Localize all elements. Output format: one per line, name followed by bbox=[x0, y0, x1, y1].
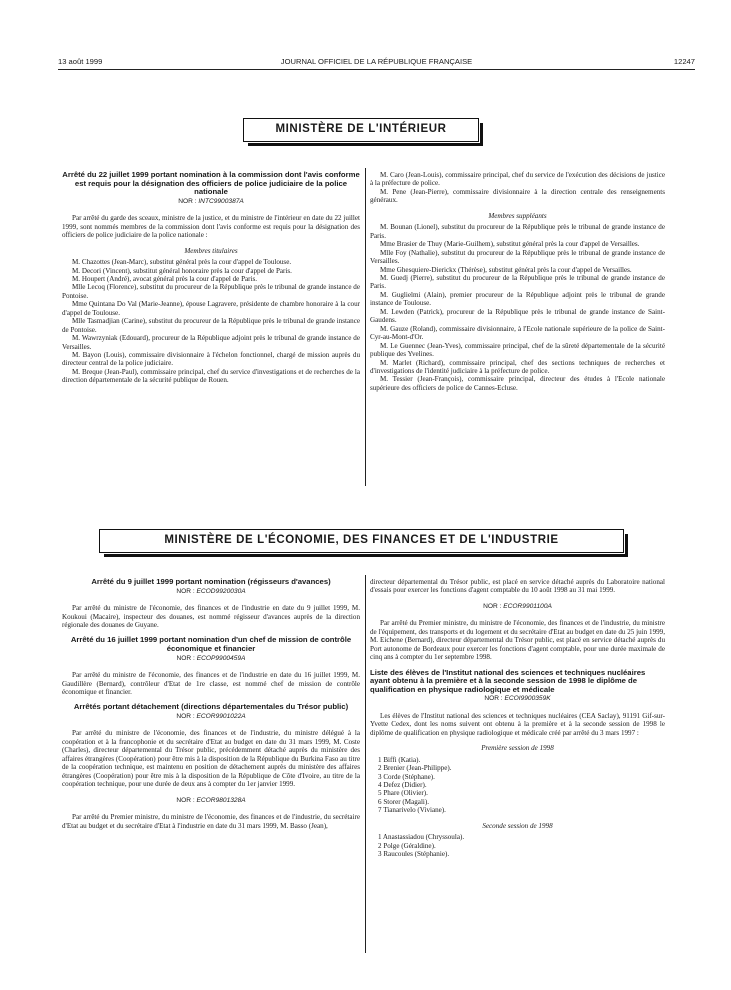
list-item: 7 Tianarivelo (Viviane). bbox=[378, 806, 446, 815]
titulaire-item: M. Chazottes (Jean-Marc), substitut général près la cour d'appel de Toulouse. bbox=[72, 258, 292, 267]
session-label: Première session de 1998 bbox=[481, 744, 554, 753]
titulaire-item: M. Breque (Jean-Paul), commissaire principal, chef du service d'investigations et de recherches de la direction départementale de la sécurité publique de Rouen. bbox=[62, 367, 360, 385]
list-item: 2 Polge (Géraldine). bbox=[378, 841, 436, 850]
arrete-heading: Arrêté du 22 juillet 1999 portant nomination à la commission dont l'avis conforme est requis pour la désignation des officiers de police judiciaire de la police nationale bbox=[62, 170, 360, 197]
header-journal-title: JOURNAL OFFICIEL DE LA RÉPUBLIQUE FRANÇAISE bbox=[280, 57, 473, 66]
suppleant-item: M. Lewden (Patrick), procureur de la République près le tribunal de grande instance de Saint-Gaudens. bbox=[370, 307, 665, 325]
suppleant-item: M. Bounan (Lionel), substitut du procureur de la République près le tribunal de grande instance de Paris. bbox=[370, 223, 665, 240]
nor-reference: NOR : ECOI9900359K bbox=[484, 695, 551, 703]
arrete-heading: Arrêté du 9 juillet 1999 portant nomination (régisseurs d'avances) bbox=[91, 577, 331, 586]
list-item: 3 Corde (Stéphane). bbox=[378, 772, 435, 781]
ministry-heading-interieur bbox=[243, 118, 479, 142]
list-item: 4 Defez (Didier). bbox=[378, 781, 427, 790]
arrete-intro: Par arrêté du garde des sceaux, ministre de la justice, et du ministre de l'intérieur en date du 22 juillet 1999, sont nommés membres de la commission dont l'avis conforme est requis pour la désignation des officiers de police judiciaire de la police nationale : bbox=[62, 214, 360, 240]
arrete-text: Par arrêté du ministre de l'économie, des finances et de l'industrie en date du 9 juillet 1999, M. Koukoui (Macaire), inspecteur des douanes, est nommé régisseur d'avances auprès de la direction régionale des douanes de Guyane. bbox=[62, 604, 360, 629]
arrete-heading: Arrêtés portant détachement (directions départementales du Trésor public) bbox=[73, 702, 349, 712]
arrete-text: Par arrêté du Premier ministre, du ministre de l'économie, des finances et de l'industrie, du secrétaire d'Etat au budget et du secrétaire d'Etat à l'industrie en date du 31 mars 1999, M. Basso (Jean), bbox=[62, 813, 360, 830]
column-divider bbox=[365, 575, 366, 953]
arrete-heading: Arrêté du 16 juillet 1999 portant nomination d'un chef de mission de contrôle économique et financier bbox=[70, 635, 352, 653]
arrete-heading: Liste des élèves de l'Institut national des sciences et techniques nucléaires ayant obtenu à la première et à la seconde session de 1998 le diplôme de qualification en physique radiologique et médicale bbox=[370, 667, 646, 694]
arrete-text: Par arrêté du Premier ministre, du ministre de l'économie, des finances et de l'industrie, du ministre de l'équipement, des transports et du logement et du secrétaire d'Etat au budget en date du 25 juin 1999, M. Eichene (Bernard), directeur départemental du Trésor public, est placé en service détaché auprès du Port autonome de Bordeaux pour exercer les fonctions d'agent comptable, pour une durée maximale de cinq ans à compter du 1er septembre 1998. bbox=[370, 619, 665, 662]
list-item: 1 Biffi (Katia). bbox=[378, 755, 421, 764]
column-divider bbox=[365, 168, 366, 486]
titulaire-item: M. Pene (Jean-Pierre), commissaire divisionnaire à la direction centrale des renseignements généraux. bbox=[370, 187, 665, 205]
nor-reference: NOR : ECOD9920030A bbox=[176, 587, 246, 595]
titulaires-label: Membres titulaires bbox=[184, 246, 238, 255]
titulaire-item: M. Decori (Vincent), substitut général honoraire près la cour d'appel de Paris. bbox=[72, 266, 292, 275]
economie-right-column bbox=[370, 578, 665, 859]
titulaire-item: M. Bayon (Louis), commissaire divisionnaire à l'échelon fonctionnel, chargé de mission auprès du directeur central de la police judiciaire. bbox=[62, 351, 360, 368]
list-item: 5 Phare (Olivier). bbox=[378, 789, 428, 798]
suppleant-item: M. Gauze (Roland), commissaire divisionnaire, à l'Ecole nationale supérieure de la police de Saint-Cyr-au-Mont-d'Or. bbox=[370, 324, 665, 342]
header-page-number: 12247 bbox=[673, 57, 695, 66]
list-item: 2 Brenier (Jean-Philippe). bbox=[378, 764, 452, 773]
suppleants-label: Membres suppléants bbox=[488, 211, 547, 220]
suppleant-item: Mlle Foy (Nathalie), substitut du procureur de la République près le tribunal de grande instance de Versailles. bbox=[370, 248, 665, 266]
header-rule bbox=[58, 69, 695, 70]
header-date: 13 août 1999 bbox=[58, 57, 103, 66]
ministry-title: MINISTÈRE DE L'ÉCONOMIE, DES FINANCES ET DE L'INDUSTRIE bbox=[164, 534, 559, 546]
arrete-text: Par arrêté du ministre de l'économie, des finances et de l'industrie en date du 16 juillet 1999, M. Gaudillère (Bernard), contrôleur d'Etat de 1re classe, est nommé chef de mission de contrôle économique et financier. bbox=[62, 671, 360, 696]
arrete-text: Par arrêté du ministre de l'économie, des finances et de l'industrie, du ministre délégué à la coopération et à la francophonie et du secrétaire d'Etat au budget en date du 31 mars 1999, M. Coste (Charles), directeur départemental du Trésor public, précédemment détaché auprès du ministère des affaires étrangères (Coopération) pour être mis à la disposition de la République du Burkina Faso au titre de la coopération technique, est maintenu en position de détachement auprès du ministère des affaires étrangères (Coopération) pour être mis à la disposition de la République de Côte d'Ivoire, au titre de la coopération technique, pour une durée de deux ans à compter du 1er janvier 1999. bbox=[62, 729, 360, 789]
arrete-text: directeur départemental du Trésor public, est placé en service détaché auprès du Laboratoire national d'essais pour exercer les fonctions d'agent comptable du 10 août 1998 au 31 mai 1999. bbox=[370, 578, 665, 595]
nor-reference: NOR : ECOR9901022A bbox=[176, 713, 246, 720]
economie-left-column bbox=[62, 578, 360, 830]
interieur-right-column bbox=[370, 171, 665, 392]
session-label: Seconde session de 1998 bbox=[482, 821, 553, 830]
suppleant-item: Mme Ghesquiere-Dierickx (Thérèse), substitut général près la cour d'appel de Versailles. bbox=[380, 265, 632, 274]
page-header bbox=[58, 57, 695, 69]
nor-reference: NOR : ECOP9900459A bbox=[176, 654, 246, 662]
suppleant-item: M. Marlet (Richard), commissaire principal, chef des sections techniques de recherches et d'investigations de l'identité judiciaire à la préfecture de police. bbox=[370, 358, 665, 375]
ministry-heading-economie bbox=[99, 529, 624, 553]
titulaire-item: Mlle Lecoq (Florence), substitut du procureur de la République près le tribunal de grande instance de Pontoise. bbox=[62, 283, 360, 300]
list-item: 6 Storer (Magali). bbox=[378, 797, 430, 806]
nor-reference: NOR : ECOR9901100A bbox=[483, 602, 552, 610]
ministry-title: MINISTÈRE DE L'INTÉRIEUR bbox=[275, 123, 447, 135]
suppleant-item: M. Tessier (Jean-François), commissaire principal, directeur des études à l'Ecole nationale supérieure des officiers de police de Cannes-Ecluse. bbox=[370, 375, 665, 392]
list-item: 1 Anastassiadou (Chryssoula). bbox=[378, 833, 465, 842]
titulaire-item: M. Wawrzyniak (Edouard), procureur de la République adjoint près le tribunal de grande instance de Versailles. bbox=[62, 334, 360, 351]
suppleant-item: M. Le Guennec (Jean-Yves), commissaire principal, chef de la sûreté départementale de la sécurité publique des Yvelines. bbox=[370, 341, 665, 359]
nor-reference: NOR : ECOR9801328A bbox=[176, 796, 246, 804]
titulaire-item: Mme Quintana Do Val (Marie-Jeanne), épouse Lagravere, présidente de chambre honoraire à la cour d'appel de Toulouse. bbox=[62, 300, 360, 317]
suppleant-item: Mme Brasier de Thuy (Marie-Guilhem), substitut général près la cour d'appel de Versailles. bbox=[380, 240, 640, 249]
titulaire-item: M. Caro (Jean-Louis), commissaire principal, chef du service de l'exécution des décisions de justice à la préfecture de police. bbox=[370, 171, 665, 188]
arrete-text: Les élèves de l'Institut national des sciences et techniques nucléaires (CEA Saclay), 91191 Gif-sur-Yvette Cedex, dont les noms suivent ont obtenu à la première et à la seconde session de 1998 le diplôme de qualification en physique radiologique et médicale créé par arrêté du 3 mars 1997 : bbox=[370, 711, 665, 737]
titulaire-item: M. Houpert (André), avocat général près la cour d'appel de Paris. bbox=[72, 274, 258, 283]
suppleant-item: M. Guedj (Pierre), substitut du procureur de la République près le tribunal de grande instance de Paris. bbox=[370, 273, 665, 291]
interieur-left-column bbox=[62, 171, 360, 385]
list-item: 3 Raucoules (Stéphanie). bbox=[378, 850, 450, 859]
suppleant-item: M. Guglielmi (Alain), premier procureur de la République adjoint près le tribunal de grande instance de Toulouse. bbox=[370, 290, 665, 308]
titulaire-item: Mlle Tasmadjian (Carine), substitut du procureur de la République près le tribunal de grande instance de Pontoise. bbox=[62, 317, 360, 334]
nor-reference: NOR : INTC9900387A bbox=[178, 197, 244, 205]
